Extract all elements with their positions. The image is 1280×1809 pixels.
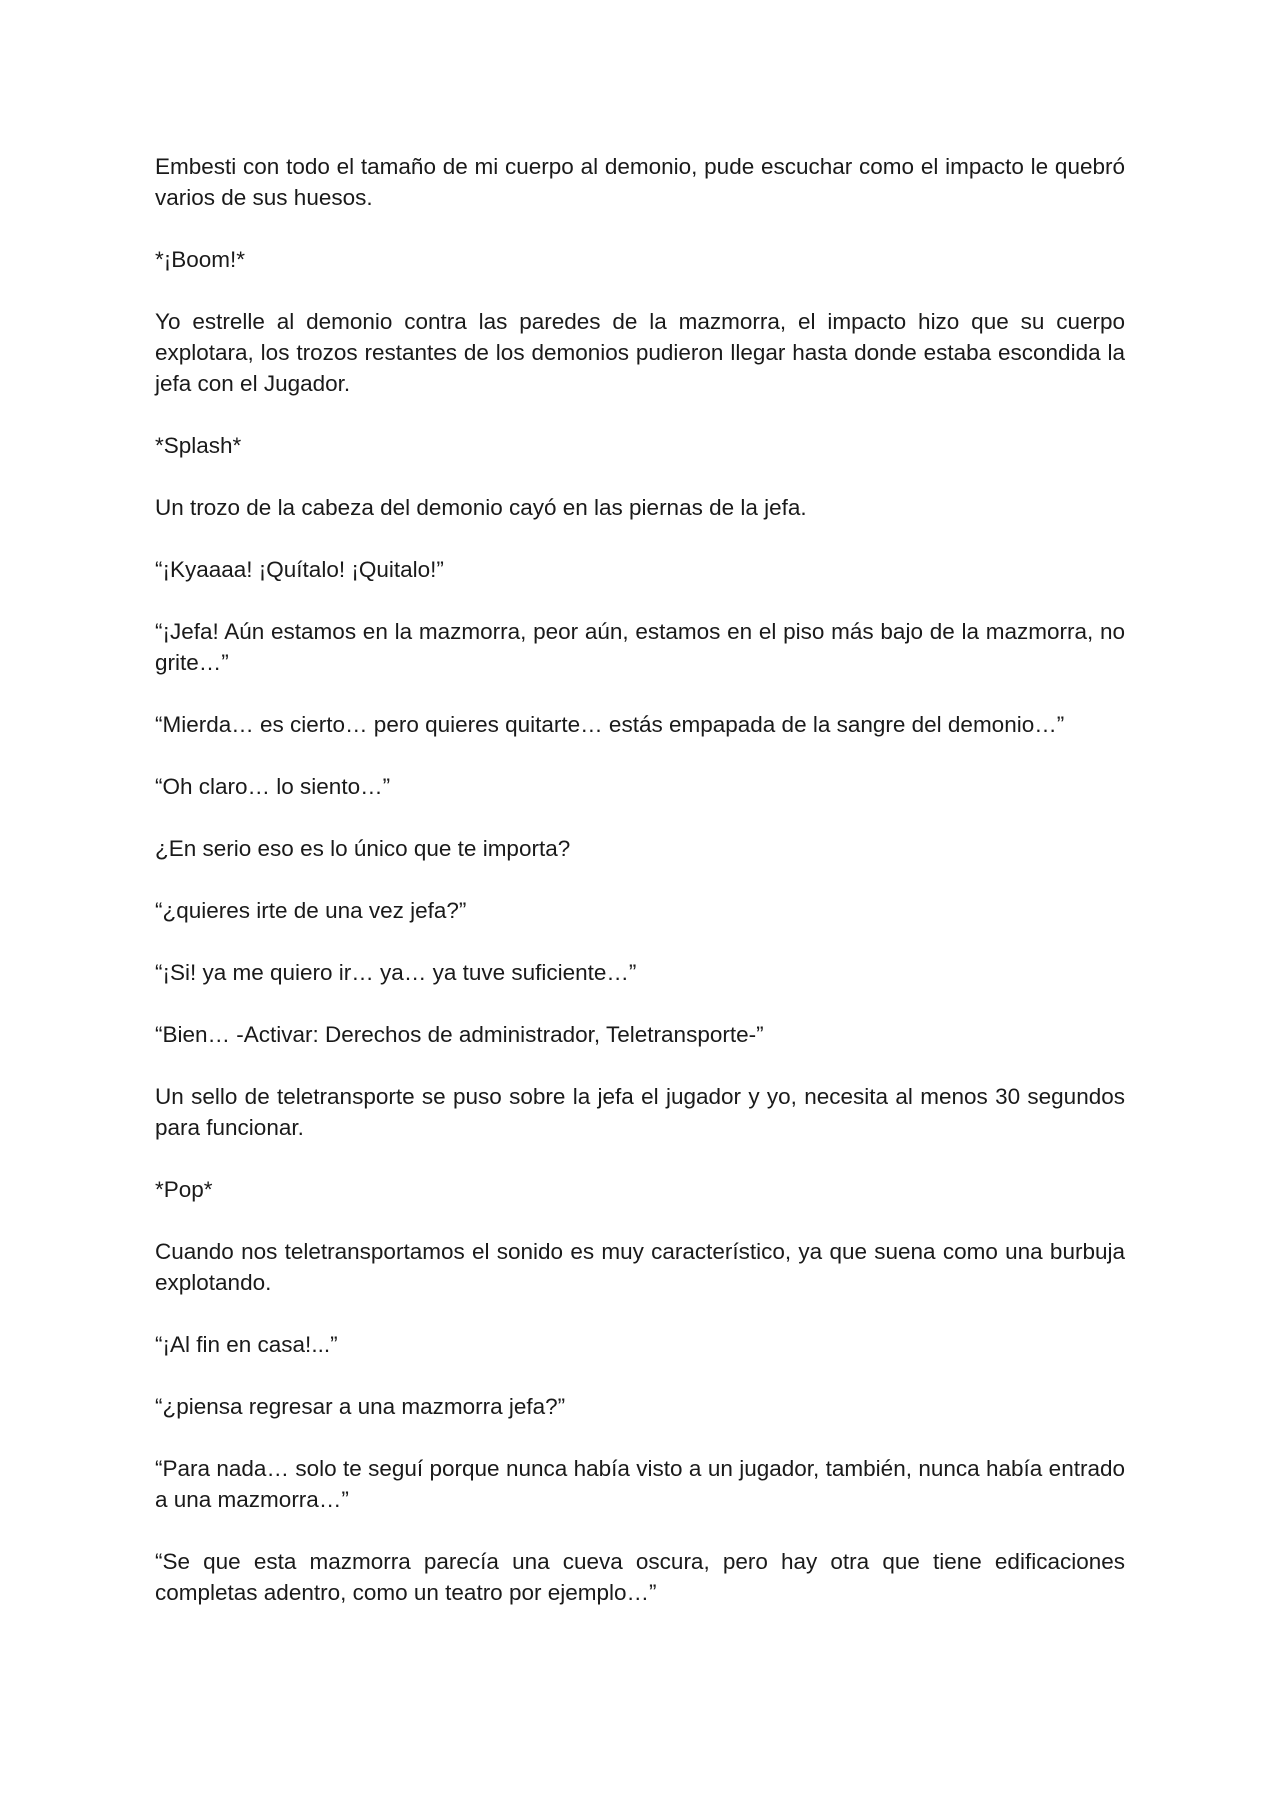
paragraph: *Pop*	[155, 1177, 213, 1202]
paragraph: “Mierda… es cierto… pero quieres quitarte… estás empapada de la sangre del demonio…”	[155, 712, 1065, 737]
paragraph: Un trozo de la cabeza del demonio cayó en las piernas de la jefa.	[155, 495, 807, 520]
paragraph: “¡Si! ya me quiero ir… ya… ya tuve suficiente…”	[155, 960, 637, 985]
paragraph: *Splash*	[155, 433, 242, 458]
paragraph: “Se que esta mazmorra parecía una cueva oscura, pero hay otra que tiene edificaciones completas adentro, como un teatro por ejemplo…”	[155, 1549, 1125, 1605]
paragraph: “Oh claro… lo siento…”	[155, 774, 391, 799]
paragraph: “¿piensa regresar a una mazmorra jefa?”	[155, 1394, 566, 1419]
paragraph: “¡Al fin en casa!...”	[155, 1332, 338, 1357]
paragraph: “Para nada… solo te seguí porque nunca había visto a un jugador, también, nunca había entrado a una mazmorra…”	[155, 1456, 1125, 1512]
paragraph: “¡Kyaaaa! ¡Quítalo! ¡Quitalo!”	[155, 557, 444, 582]
paragraph: Cuando nos teletransportamos el sonido es muy característico, ya que suena como una burbuja explotando.	[155, 1239, 1125, 1295]
paragraph: Embesti con todo el tamaño de mi cuerpo al demonio, pude escuchar como el impacto le quebró varios de sus huesos.	[155, 154, 1125, 210]
paragraph: “Bien… -Activar: Derechos de administrador, Teletransporte-”	[155, 1022, 764, 1047]
paragraph: “¡Jefa! Aún estamos en la mazmorra, peor aún, estamos en el piso más bajo de la mazmorra, no grite…”	[155, 619, 1125, 675]
paragraph: ¿En serio eso es lo único que te importa?	[155, 836, 571, 861]
paragraph: Yo estrelle al demonio contra las paredes de la mazmorra, el impacto hizo que su cuerpo explotara, los trozos restantes de los demonios pudieron llegar hasta donde estaba escondida la jefa con el Jugador.	[155, 309, 1125, 396]
document-body	[155, 151, 1125, 1639]
paragraph: Un sello de teletransporte se puso sobre la jefa el jugador y yo, necesita al menos 30 segundos para funcionar.	[155, 1084, 1125, 1140]
paragraph: *¡Boom!*	[155, 247, 246, 272]
paragraph: “¿quieres irte de una vez jefa?”	[155, 898, 467, 923]
